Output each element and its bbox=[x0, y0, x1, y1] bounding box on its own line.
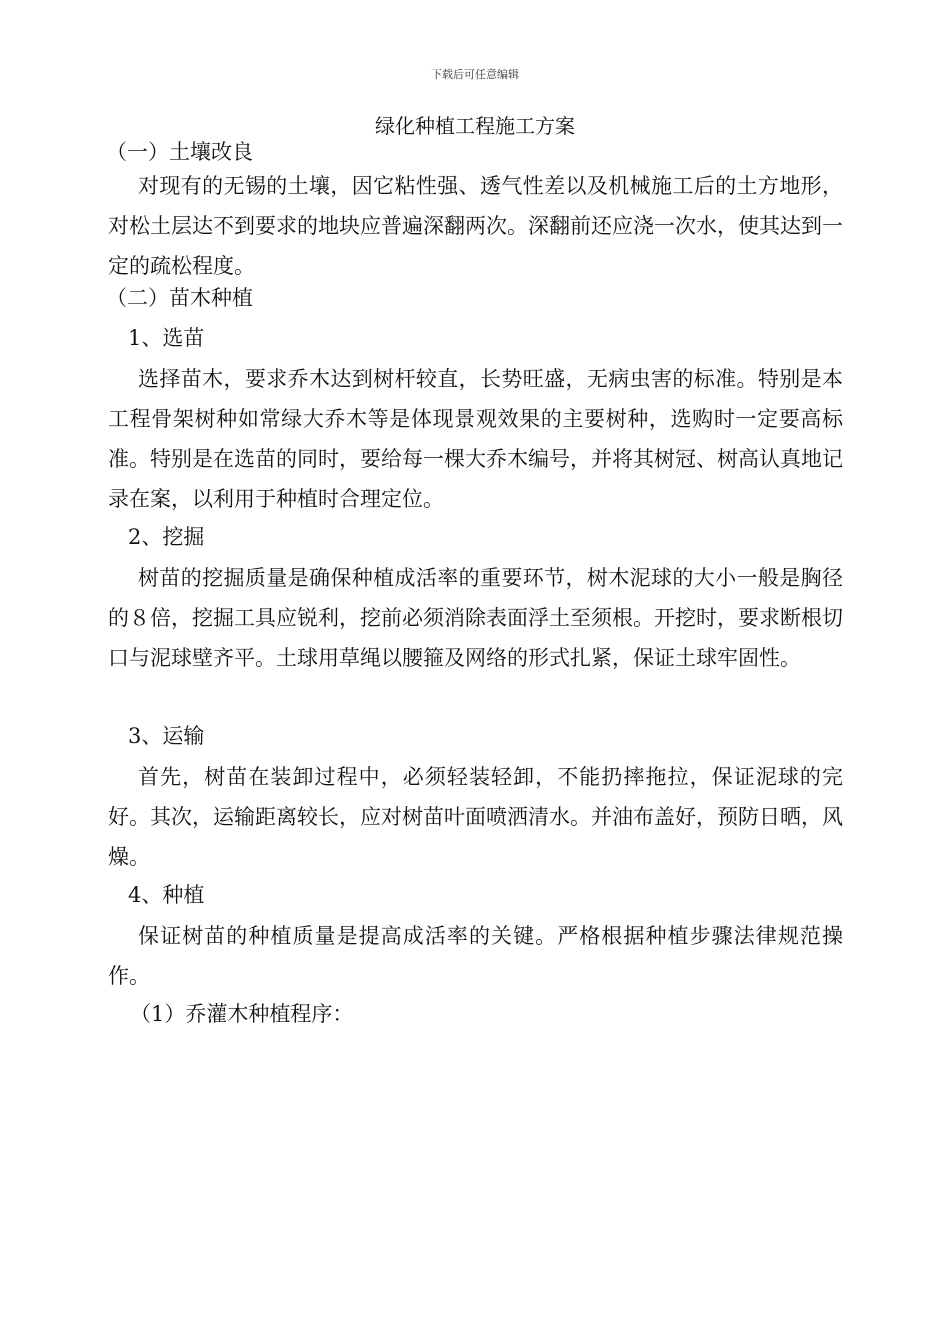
document-title: 绿化种植工程施工方案 bbox=[375, 114, 575, 138]
page-header-note: 下载后可任意编辑 bbox=[431, 68, 519, 81]
list-item-tree-shrub-procedure: （1）乔灌木种植程序： bbox=[130, 1002, 354, 1026]
section-heading-soil: （一）土壤改良 bbox=[106, 140, 253, 164]
paragraph-soil: 对现有的无锡的土壤，因它粘性强、透气性差以及机械施工后的土方地形，对松土层达不到要求的地块应普遍深翻两次。深翻前还应浇一次水，使其达到一定的疏松程度。 bbox=[108, 174, 843, 278]
subheading-plant: 4、种植 bbox=[128, 883, 205, 907]
subheading-dig: 2、挖掘 bbox=[128, 525, 205, 549]
paragraph-dig: 树苗的挖掘质量是确保种植成活率的重要环节，树木泥球的大小一般是胸径的８倍，挖掘工具应锐利，挖前必须消除表面浮土至须根。开挖时，要求断根切口与泥球壁齐平。土球用草绳以腰箍及网络的形式扎紧，保证土球牢固性。 bbox=[108, 566, 843, 670]
subheading-transport: 3、运输 bbox=[128, 724, 205, 748]
subheading-select: 1、选苗 bbox=[128, 326, 205, 350]
section-heading-seedlings: （二）苗木种植 bbox=[106, 286, 253, 310]
paragraph-transport: 首先，树苗在装卸过程中，必须轻装轻卸，不能扔摔拖拉，保证泥球的完好。其次，运输距离较长，应对树苗叶面喷洒清水。并油布盖好，预防日晒，风燥。 bbox=[108, 765, 843, 869]
paragraph-select: 选择苗木，要求乔木达到树杆较直，长势旺盛，无病虫害的标准。特别是本工程骨架树种如常绿大乔木等是体现景观效果的主要树种，选购时一定要高标准。特别是在选苗的同时，要给每一棵大乔木编号，并将其树冠、树高认真地记录在案，以利用于种植时合理定位。 bbox=[108, 367, 843, 511]
paragraph-plant: 保证树苗的种植质量是提高成活率的关键。严格根据种植步骤法律规范操作。 bbox=[108, 924, 843, 988]
